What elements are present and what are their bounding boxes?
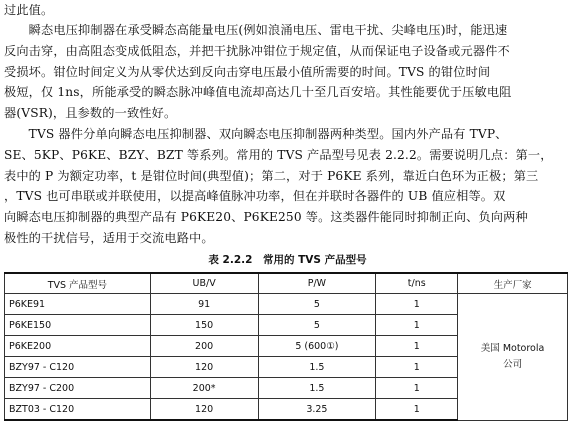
cell-manufacturer bbox=[458, 294, 568, 421]
table-row bbox=[5, 294, 568, 315]
text-line: ，TVS 也可串联或并联使用，以提高峰值脉冲功率，但在并联时各器件的 UB 值应相等。双 bbox=[4, 189, 506, 204]
text-line: 极短，仅 1ns，所能承受的瞬态脉冲峰值电流却高达几十至几百安培。其性能要优于压敏电阻 bbox=[4, 85, 512, 100]
text-line: 瞬态电压抑制器在承受瞬态高能量电压(例如浪涌电压、雷电干扰、尖峰电压)时，能迅速 bbox=[4, 23, 508, 37]
cell-model: BZT03 - C120 bbox=[5, 399, 151, 421]
cell-power: 1.5 bbox=[258, 378, 376, 399]
table-header-row bbox=[5, 273, 568, 294]
cell-power: 5 (600①) bbox=[258, 336, 376, 357]
cell-model: BZY97 - C120 bbox=[5, 357, 151, 378]
paragraph-tvs-types bbox=[4, 124, 570, 249]
cell-power: 1.5 bbox=[258, 357, 376, 378]
header-ub: UB/V bbox=[150, 273, 258, 294]
header-time: t/ns bbox=[376, 273, 458, 294]
paragraph-tvs-description bbox=[4, 20, 570, 124]
manufacturer-line: 公司 bbox=[503, 358, 523, 370]
cell-time: 1 bbox=[376, 378, 458, 399]
text-line: SE、5KP、P6KE、BZY、BZT 等系列。常用的 TVS 产品型号见表 2.2.2。需要说明几点：第一， bbox=[4, 147, 553, 162]
text-line: 向瞬态电压抑制器的典型产品有 P6KE20、P6KE250 等。这类器件能同时抑制正向、负向两种 bbox=[4, 210, 528, 225]
manufacturer-line: 美国 Motorola bbox=[480, 342, 545, 354]
cell-ub: 200* bbox=[150, 378, 258, 399]
cell-time: 1 bbox=[376, 315, 458, 336]
text-line: 表中的 P 为额定功率，t 是钳位时间(典型值)；第二，对于 P6KE 系列，靠近白色环为正极；第三 bbox=[4, 168, 539, 183]
text-line: 极性的干扰信号，适用于交流电路中。 bbox=[4, 230, 214, 245]
cell-time: 1 bbox=[376, 336, 458, 357]
header-manufacturer: 生产厂家 bbox=[458, 273, 568, 294]
text-line: 受损坏。钳位时间定义为从零伏达到反向击穿电压最小值所需要的时间。TVS 的钳位时间 bbox=[4, 64, 491, 79]
cell-model: P6KE200 bbox=[5, 336, 151, 357]
tvs-product-table bbox=[4, 272, 568, 421]
cell-power: 3.25 bbox=[258, 399, 376, 421]
cell-time: 1 bbox=[376, 294, 458, 315]
table-caption: 表 2.2.2 常用的 TVS 产品型号 bbox=[208, 254, 367, 266]
paragraph-continuation bbox=[4, 0, 570, 21]
text-line: 器(VSR)，且参数的一致性好。 bbox=[4, 106, 177, 121]
cell-ub: 150 bbox=[150, 315, 258, 336]
cell-model: P6KE91 bbox=[5, 294, 151, 315]
cell-ub: 91 bbox=[150, 294, 258, 315]
cell-ub: 120 bbox=[150, 399, 258, 421]
cell-time: 1 bbox=[376, 399, 458, 421]
cell-ub: 120 bbox=[150, 357, 258, 378]
text-line: TVS 器件分单向瞬态电压抑制器、双向瞬态电压抑制器两种类型。国内外产品有 TVP、 bbox=[4, 127, 508, 141]
text-line: 过此值。 bbox=[4, 3, 54, 17]
cell-power: 5 bbox=[258, 294, 376, 315]
cell-ub: 200 bbox=[150, 336, 258, 357]
cell-model: BZY97 - C200 bbox=[5, 378, 151, 399]
cell-time: 1 bbox=[376, 357, 458, 378]
cell-power: 5 bbox=[258, 315, 376, 336]
text-line: 反向击穿，由高阻态变成低阻态，并把干扰脉冲钳位于规定值，从而保证电子设备或元器件不 bbox=[4, 43, 510, 58]
header-power: P/W bbox=[258, 273, 376, 294]
cell-model: P6KE150 bbox=[5, 315, 151, 336]
header-model: TVS 产品型号 bbox=[5, 273, 151, 294]
